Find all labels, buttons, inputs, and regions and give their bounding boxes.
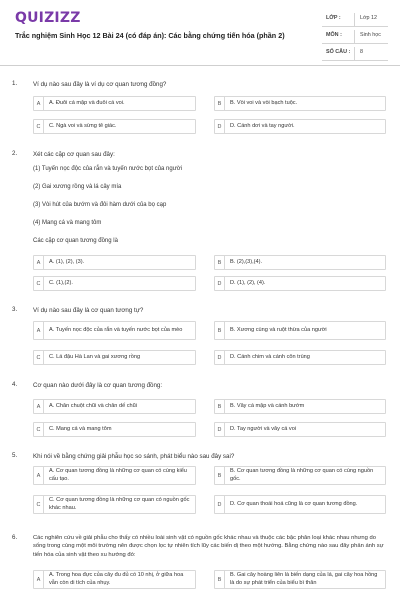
meta-divider: [354, 47, 355, 60]
option-text: A. Trong hoa đực của cây đu đủ có 10 nhị, ở giữa hoa vẫn còn di tích của nhụy.: [49, 572, 184, 586]
option-text: B. (2),(3),(4).: [230, 258, 263, 265]
meta-value: Sinh học: [360, 32, 381, 38]
option-text: B. Vây cá mập và cánh bướm: [230, 402, 305, 409]
option-text: C. (1),(2).: [49, 279, 73, 286]
meta-row-class: [322, 12, 388, 27]
option-letter: B: [215, 256, 225, 269]
meta-key: SỐ CÂU :: [326, 49, 351, 55]
option-letter: C: [34, 351, 44, 364]
question-number: 2.: [12, 150, 18, 157]
option-a[interactable]: [33, 321, 196, 340]
option-letter: C: [34, 423, 44, 436]
option-letter: A: [34, 97, 44, 110]
option-text: C. Mang cá và mang tôm: [49, 425, 112, 432]
option-letter: D: [215, 423, 225, 436]
option-letter: C: [34, 496, 44, 513]
option-b[interactable]: [214, 466, 386, 485]
meta-row-count: [322, 46, 388, 61]
option-text: A. Chân chuột chũi và chân dế chũi: [49, 402, 138, 409]
statement-item: (3) Vòi hút của bướm và đôi hàm dưới của bọ cạp: [33, 202, 167, 208]
option-letter: A: [34, 467, 44, 484]
option-text: C. Cơ quan tương đồng là những cơ quan có nguồn gốc khác nhau.: [49, 497, 190, 511]
question-number: 1.: [12, 80, 18, 87]
option-a[interactable]: [33, 466, 196, 485]
option-text: D. (1), (2), (4).: [230, 279, 266, 286]
option-letter: B: [215, 400, 225, 413]
option-b[interactable]: [214, 570, 386, 589]
option-b[interactable]: [214, 399, 386, 414]
question-text: Ví dụ nào sau đây là cơ quan tương tự?: [33, 307, 144, 314]
option-letter: D: [215, 496, 225, 513]
option-b[interactable]: [214, 321, 386, 340]
option-letter: D: [215, 277, 225, 290]
option-text: C. Ngà voi và sừng tê giác.: [49, 122, 117, 129]
option-text: A. Đuôi cá mập và đuôi cá voi.: [49, 99, 125, 106]
meta-value: 8: [360, 49, 363, 55]
option-d[interactable]: [214, 495, 386, 514]
option-text: B. Gai cây hoàng liên là biến dạng của lá, gai cây hoa hồng là do sự phát triển của biểu bì thân: [230, 572, 378, 586]
question-number: 6.: [12, 534, 18, 541]
option-c[interactable]: [33, 119, 196, 134]
meta-row-subject: [322, 29, 388, 44]
option-letter: C: [34, 120, 44, 133]
meta-value: Lớp 12: [360, 15, 378, 21]
option-d[interactable]: [214, 119, 386, 134]
option-c[interactable]: [33, 350, 196, 365]
option-text: B. Vòi voi và vòi bạch tuộc.: [230, 99, 298, 106]
question-number: 4.: [12, 381, 18, 388]
option-b[interactable]: [214, 255, 386, 270]
option-letter: B: [215, 571, 225, 588]
option-a[interactable]: [33, 570, 196, 589]
question-text: Xét các cặp cơ quan sau đây:: [33, 151, 115, 158]
statement-item: (4) Mang cá và mang tôm: [33, 220, 102, 226]
statement-item: Các cặp cơ quan tương đồng là: [33, 238, 118, 244]
option-text: A. Tuyến nọc độc của rắn và tuyến nước bọt của mèo: [49, 326, 183, 333]
question-text: Khi nói về bằng chứng giải phẫu học so sánh, phát biểu nào sau đây sai?: [33, 453, 235, 460]
option-text: A. (1), (2), (3).: [49, 258, 85, 265]
option-text: C. Lá đậu Hà Lan và gai xương rồng: [49, 353, 141, 360]
option-letter: C: [34, 277, 44, 290]
option-letter: A: [34, 400, 44, 413]
option-text: B. Cơ quan tương đồng là những cơ quan có cùng nguồn gốc.: [230, 468, 374, 482]
statement-item: (2) Gai xương rồng và lá cây mía: [33, 184, 122, 190]
quiz-meta: [322, 12, 388, 63]
meta-key: MÔN :: [326, 32, 342, 38]
option-letter: D: [215, 120, 225, 133]
option-letter: B: [215, 97, 225, 110]
option-a[interactable]: [33, 255, 196, 270]
option-letter: B: [215, 322, 225, 339]
page-title: Trắc nghiệm Sinh Học 12 Bài 24 (có đáp án): Các bằng chứng tiến hóa (phần 2): [15, 31, 285, 40]
page-header: [0, 0, 400, 66]
option-letter: B: [215, 467, 225, 484]
option-text: D. Cánh chim và cánh côn trùng: [230, 353, 310, 360]
statement-item: (1) Tuyến nọc độc của rắn và tuyến nước bọt của người: [33, 166, 182, 172]
meta-key: LỚP :: [326, 15, 341, 21]
option-text: D. Cánh dơi và tay người.: [230, 122, 295, 129]
option-letter: A: [34, 322, 44, 339]
option-d[interactable]: [214, 422, 386, 437]
question-text: Các nghiên cứu về giải phẫu cho thấy có nhiều loài sinh vật có nguồn gốc khác nhau và thuộc các bậc phân loại khác nhau nhưng do sống trong cùng một môi trường nên được chọn lọc tự nhiên tích lũy các biến dị theo một hướng. Bằng chứng nào sau đây phản ánh sự tiến hóa của sinh vật theo xu hướng đó:: [33, 535, 384, 558]
question-text: Cơ quan nào dưới đây là cơ quan tương đồng:: [33, 382, 163, 389]
question-text: Ví dụ nào sau đây là ví dụ cơ quan tương đồng?: [33, 81, 167, 88]
option-c[interactable]: [33, 422, 196, 437]
option-d[interactable]: [214, 276, 386, 291]
option-a[interactable]: [33, 96, 196, 111]
option-text: D. Cơ quan thoái hoá cũng là cơ quan tương đồng.: [230, 500, 358, 507]
option-c[interactable]: [33, 276, 196, 291]
quizizz-logo: QUIZIZZ: [15, 10, 81, 26]
option-text: B. Xương cùng và ruột thừa của người: [230, 326, 327, 333]
question-number: 5.: [12, 452, 18, 459]
meta-divider: [354, 13, 355, 26]
option-text: D. Tay người và vây cá voi: [230, 425, 297, 432]
option-a[interactable]: [33, 399, 196, 414]
question-number: 3.: [12, 306, 18, 313]
meta-divider: [354, 30, 355, 43]
option-d[interactable]: [214, 350, 386, 365]
option-letter: D: [215, 351, 225, 364]
option-letter: A: [34, 571, 44, 588]
option-letter: A: [34, 256, 44, 269]
option-c[interactable]: [33, 495, 196, 514]
option-b[interactable]: [214, 96, 386, 111]
option-text: A. Cơ quan tương đồng là những cơ quan có cùng kiểu cấu tạo.: [49, 468, 187, 482]
